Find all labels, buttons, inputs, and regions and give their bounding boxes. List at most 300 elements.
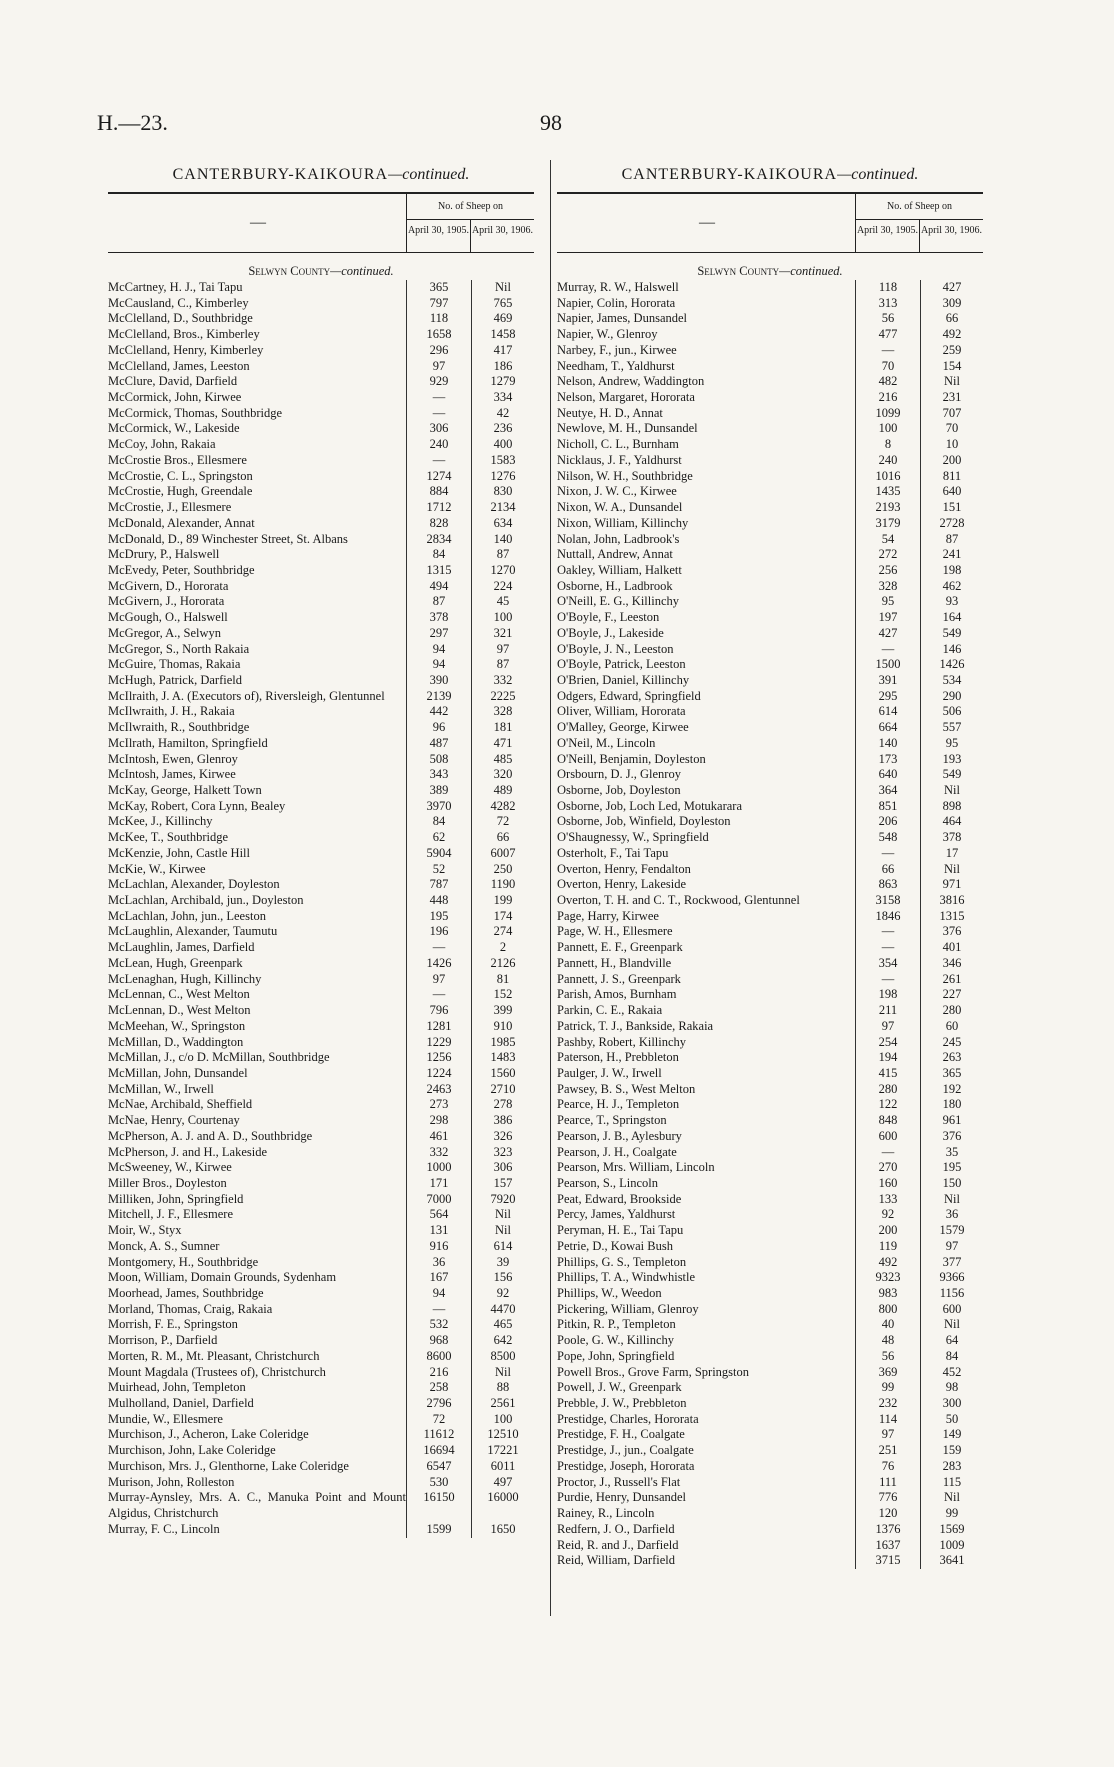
owner-name: Neutye, H. D., Annat xyxy=(557,405,663,420)
sheep-1905: 1274 xyxy=(406,469,471,485)
sheep-1905: 114 xyxy=(855,1412,920,1428)
table-row xyxy=(557,1035,983,1051)
owner-name: McGregor, S., North Rakaia xyxy=(108,641,250,656)
table-row xyxy=(108,1192,534,1208)
owner-name: Nixon, J. W. C., Kirwee xyxy=(557,484,677,499)
owner-name: Needham, T., Yaldhurst xyxy=(557,358,675,373)
table-row xyxy=(557,1097,983,1113)
owner-name: Orsbourn, D. J., Glenroy xyxy=(557,767,681,782)
sheep-1906: 427 xyxy=(920,280,983,296)
owner-name: Rainey, R., Lincoln xyxy=(557,1506,655,1521)
sheep-1906: 640 xyxy=(920,484,983,500)
owner-name: Murchison, Mrs. J., Glenthorne, Lake Coleridge xyxy=(108,1458,349,1473)
sheep-1906: 159 xyxy=(920,1443,983,1459)
sheep-1905: 487 xyxy=(406,736,471,752)
table-row xyxy=(557,1522,983,1538)
owner-name: Pearson, Mrs. William, Lincoln xyxy=(557,1160,715,1175)
sheep-1905: 390 xyxy=(406,673,471,689)
sheep-1906: 154 xyxy=(920,359,983,375)
table-row xyxy=(557,1349,983,1365)
table-row xyxy=(108,280,534,296)
owner-name: Page, W. H., Ellesmere xyxy=(557,924,673,939)
sheep-1906: 193 xyxy=(920,752,983,768)
owner-name: Pannett, H., Blandville xyxy=(557,955,672,970)
table-row xyxy=(557,516,983,532)
owner-name: McHugh, Patrick, Darfield xyxy=(108,672,242,687)
sheep-1905: 48 xyxy=(855,1333,920,1349)
owner-name: Parish, Amos, Burnham xyxy=(557,987,677,1002)
sheep-1906: 150 xyxy=(920,1176,983,1192)
owner-name: McClure, David, Darfield xyxy=(108,374,238,389)
owner-name: Murison, John, Rolleston xyxy=(108,1474,235,1489)
owner-name: Overton, Henry, Fendalton xyxy=(557,861,691,876)
table-row xyxy=(557,1082,983,1098)
table-row xyxy=(557,736,983,752)
sheep-1905: 1000 xyxy=(406,1160,471,1176)
sheep-1906: 39 xyxy=(471,1255,534,1271)
table-row xyxy=(108,484,534,500)
sheep-1905: 97 xyxy=(855,1427,920,1443)
sheep-1906: 146 xyxy=(920,642,983,658)
table-row xyxy=(108,500,534,516)
right-header-1906: April 30, 1906. xyxy=(919,220,983,252)
owner-name: McDrury, P., Halswell xyxy=(108,547,220,562)
table-row xyxy=(108,956,534,972)
left-header-1906: April 30, 1906. xyxy=(470,220,534,252)
sheep-1906: 549 xyxy=(920,626,983,642)
table-row xyxy=(108,594,534,610)
sheep-1906: 642 xyxy=(471,1333,534,1349)
table-row xyxy=(557,1553,983,1569)
owner-name: O'Neill, Benjamin, Doyleston xyxy=(557,751,706,766)
owner-name: McLaughlin, James, Darfield xyxy=(108,940,255,955)
sheep-1905: — xyxy=(406,453,471,469)
owner-name: McKay, George, Halkett Town xyxy=(108,783,262,797)
sheep-1905: 492 xyxy=(855,1255,920,1271)
sheep-1905: 851 xyxy=(855,799,920,815)
sheep-1906: 64 xyxy=(920,1333,983,1349)
sheep-1905: — xyxy=(406,987,471,1003)
owner-name: Pannett, E. F., Greenpark xyxy=(557,940,683,955)
sheep-1905: 2796 xyxy=(406,1396,471,1412)
table-row xyxy=(108,1317,534,1333)
owner-name: Purdie, Henry, Dunsandel xyxy=(557,1490,687,1505)
owner-name: McMeehan, W., Springston xyxy=(108,1018,246,1033)
sheep-1905: 776 xyxy=(855,1490,920,1506)
sheep-1905: 216 xyxy=(855,390,920,406)
owner-name: Patrick, T. J., Bankside, Rakaia xyxy=(557,1018,714,1033)
sheep-1906: 3641 xyxy=(920,1553,983,1569)
owner-name: McCormick, John, Kirwee xyxy=(108,390,242,405)
sheep-1905: 280 xyxy=(855,1082,920,1098)
sheep-1906: 378 xyxy=(920,830,983,846)
owner-name: O'Boyle, F., Leeston xyxy=(557,610,660,625)
table-row xyxy=(108,972,534,988)
table-row xyxy=(557,830,983,846)
table-row xyxy=(557,1050,983,1066)
owner-name: Pearson, J. H., Coalgate xyxy=(557,1144,677,1159)
sheep-1905: 97 xyxy=(855,1019,920,1035)
right-section-heading: Selwyn County—continued. xyxy=(697,264,843,278)
owner-name: Reid, R. and J., Darfield xyxy=(557,1537,679,1552)
owner-name: Osborne, Job, Loch Led, Motukarara xyxy=(557,798,743,813)
sheep-1906: 1650 xyxy=(471,1522,534,1538)
sheep-1906: 485 xyxy=(471,752,534,768)
sheep-1905: 1846 xyxy=(855,909,920,925)
sheep-1906: 93 xyxy=(920,594,983,610)
owner-name: McLachlan, Archibald, jun., Doyleston xyxy=(108,893,304,908)
sheep-1905: 16694 xyxy=(406,1443,471,1459)
sheep-1906: 261 xyxy=(920,972,983,988)
left-column xyxy=(108,162,534,1538)
sheep-1906: 300 xyxy=(920,1396,983,1412)
sheep-1906: 2728 xyxy=(920,516,983,532)
table-row xyxy=(557,752,983,768)
table-row xyxy=(557,1066,983,1082)
sheep-1906: 346 xyxy=(920,956,983,972)
sheep-1906: 4470 xyxy=(471,1302,534,1318)
sheep-1906: 506 xyxy=(920,704,983,720)
sheep-1906: 224 xyxy=(471,579,534,595)
sheep-1905: 354 xyxy=(855,956,920,972)
table-row xyxy=(108,516,534,532)
table-row xyxy=(108,1490,534,1521)
sheep-1906: 557 xyxy=(920,720,983,736)
sheep-1905: — xyxy=(855,940,920,956)
table-row xyxy=(557,547,983,563)
table-row xyxy=(108,343,534,359)
sheep-1906: 200 xyxy=(920,453,983,469)
sheep-1905: 508 xyxy=(406,752,471,768)
left-column-title: CANTERBURY-KAIKOURA—continued. xyxy=(172,166,470,183)
sheep-1906: 157 xyxy=(471,1176,534,1192)
sheep-1906: 97 xyxy=(471,642,534,658)
table-row xyxy=(108,1223,534,1239)
sheep-1905: 120 xyxy=(855,1506,920,1522)
owner-name: Osborne, Job, Doyleston xyxy=(557,783,681,797)
sheep-1906: Nil xyxy=(471,1365,534,1381)
sheep-1906: 534 xyxy=(920,673,983,689)
table-row xyxy=(557,1223,983,1239)
sheep-1906: 765 xyxy=(471,296,534,312)
table-row xyxy=(557,799,983,815)
sheep-1905: 494 xyxy=(406,579,471,595)
table-row xyxy=(557,689,983,705)
owner-name: O'Brien, Daniel, Killinchy xyxy=(557,672,690,687)
sheep-1906: 66 xyxy=(471,830,534,846)
sheep-1905: 983 xyxy=(855,1286,920,1302)
sheep-1905: 84 xyxy=(406,547,471,563)
sheep-1906: 9366 xyxy=(920,1270,983,1286)
table-row xyxy=(108,1412,534,1428)
table-row xyxy=(557,1286,983,1302)
sheep-1905: 254 xyxy=(855,1035,920,1051)
sheep-1905: 258 xyxy=(406,1380,471,1396)
owner-name: Percy, James, Yaldhurst xyxy=(557,1207,676,1222)
sheep-1905: 1599 xyxy=(406,1522,471,1538)
table-row xyxy=(108,1003,534,1019)
sheep-1905: 52 xyxy=(406,862,471,878)
sheep-1905: 206 xyxy=(855,814,920,830)
sheep-1905: 3970 xyxy=(406,799,471,815)
owner-name: Prestidge, J., jun., Coalgate xyxy=(557,1443,694,1458)
table-row xyxy=(108,1160,534,1176)
sheep-1905: 415 xyxy=(855,1066,920,1082)
sheep-1906: 332 xyxy=(471,673,534,689)
owner-name: McMillan, J., c/o D. McMillan, Southbridge xyxy=(108,1050,330,1065)
sheep-1905: — xyxy=(855,972,920,988)
table-row xyxy=(557,532,983,548)
sheep-1905: 787 xyxy=(406,877,471,893)
owner-name: McKay, Robert, Cora Lynn, Bealey xyxy=(108,798,286,813)
table-row xyxy=(557,1396,983,1412)
sheep-1905: 8 xyxy=(855,437,920,453)
sheep-1906: 16000 xyxy=(471,1490,534,1521)
table-row xyxy=(108,657,534,673)
sheep-1906: 1458 xyxy=(471,327,534,343)
owner-name: Mitchell, J. F., Ellesmere xyxy=(108,1207,234,1222)
table-row xyxy=(557,484,983,500)
table-row xyxy=(557,814,983,830)
sheep-1905: 196 xyxy=(406,924,471,940)
sheep-1905: 482 xyxy=(855,374,920,390)
sheep-1906: 36 xyxy=(920,1207,983,1223)
document-reference: H.—23. xyxy=(97,110,168,135)
sheep-1906: 469 xyxy=(471,311,534,327)
table-row xyxy=(557,1160,983,1176)
table-row xyxy=(108,1459,534,1475)
sheep-1906: 2710 xyxy=(471,1082,534,1098)
sheep-1906: 462 xyxy=(920,579,983,595)
sheep-1905: 76 xyxy=(855,1459,920,1475)
owner-name: Phillips, G. S., Templeton xyxy=(557,1254,687,1269)
table-row xyxy=(557,374,983,390)
sheep-1906: 465 xyxy=(471,1317,534,1333)
table-row xyxy=(108,1349,534,1365)
owner-name: Poole, G. W., Killinchy xyxy=(557,1333,675,1348)
table-row xyxy=(108,767,534,783)
table-row xyxy=(557,1365,983,1381)
owner-name: McMillan, D., Waddington xyxy=(108,1034,244,1049)
sheep-1905: 2139 xyxy=(406,689,471,705)
sheep-1906: 830 xyxy=(471,484,534,500)
owner-name: Mount Magdala (Trustees of), Christchurch xyxy=(108,1364,326,1379)
owner-name: McClelland, James, Leeston xyxy=(108,358,250,373)
sheep-1906: 152 xyxy=(471,987,534,1003)
sheep-1905: 94 xyxy=(406,657,471,673)
sheep-1906: 87 xyxy=(471,547,534,563)
owner-name: Pickering, William, Glenroy xyxy=(557,1301,699,1316)
table-row xyxy=(557,421,983,437)
table-row xyxy=(108,689,534,705)
sheep-1906: 199 xyxy=(471,893,534,909)
sheep-1905: 70 xyxy=(855,359,920,375)
owner-name: O'Boyle, Patrick, Leeston xyxy=(557,657,686,672)
sheep-1905: 1376 xyxy=(855,1522,920,1538)
table-row xyxy=(557,893,983,909)
sheep-1905: 198 xyxy=(855,987,920,1003)
sheep-1906: 1190 xyxy=(471,877,534,893)
table-row xyxy=(108,1035,534,1051)
table-row xyxy=(108,1475,534,1491)
table-row xyxy=(108,1522,534,1538)
owner-name: Powell Bros., Grove Farm, Springston xyxy=(557,1364,750,1379)
sheep-1906: 365 xyxy=(920,1066,983,1082)
table-row xyxy=(108,1239,534,1255)
table-row xyxy=(557,1506,983,1522)
table-row xyxy=(557,563,983,579)
owner-name: Narbey, F., jun., Kirwee xyxy=(557,342,677,357)
owner-name: Peryman, H. E., Tai Tapu xyxy=(557,1223,684,1238)
owner-name: Osborne, Job, Winfield, Doyleston xyxy=(557,814,731,829)
sheep-1906: 401 xyxy=(920,940,983,956)
sheep-1906: 87 xyxy=(471,657,534,673)
sheep-1906: 72 xyxy=(471,814,534,830)
table-row xyxy=(108,987,534,1003)
table-row xyxy=(557,1412,983,1428)
owner-name: McCrostie, C. L., Springston xyxy=(108,468,253,483)
owner-name: McClelland, Bros., Kimberley xyxy=(108,327,260,342)
owner-name: McEvedy, Peter, Southbridge xyxy=(108,562,255,577)
table-row xyxy=(557,469,983,485)
table-row xyxy=(557,642,983,658)
owner-name: Miller Bros., Doyleston xyxy=(108,1175,227,1190)
table-row xyxy=(557,1255,983,1271)
owner-name: McMillan, W., Irwell xyxy=(108,1081,214,1096)
sheep-1905: 929 xyxy=(406,374,471,390)
sheep-1905: 216 xyxy=(406,1365,471,1381)
sheep-1905: 211 xyxy=(855,1003,920,1019)
sheep-1906: 2561 xyxy=(471,1396,534,1412)
right-column xyxy=(557,162,983,1569)
table-row xyxy=(108,1113,534,1129)
sheep-1905: 1099 xyxy=(855,406,920,422)
table-row xyxy=(108,1019,534,1035)
sheep-1905: 3715 xyxy=(855,1553,920,1569)
sheep-1906: 323 xyxy=(471,1145,534,1161)
table-row xyxy=(557,1333,983,1349)
sheep-1906: 6011 xyxy=(471,1459,534,1475)
owner-name: McIntosh, Ewen, Glenroy xyxy=(108,751,238,766)
table-row xyxy=(557,579,983,595)
sheep-1906: 186 xyxy=(471,359,534,375)
sheep-1905: 36 xyxy=(406,1255,471,1271)
owner-name: McGuire, Thomas, Rakaia xyxy=(108,657,241,672)
sheep-1906: 280 xyxy=(920,1003,983,1019)
sheep-1906: 250 xyxy=(471,862,534,878)
owner-name: McCrostie, J., Ellesmere xyxy=(108,500,232,515)
sheep-1905: 1435 xyxy=(855,484,920,500)
sheep-1906: 707 xyxy=(920,406,983,422)
sheep-1906: 910 xyxy=(471,1019,534,1035)
table-row xyxy=(557,1113,983,1129)
sheep-1906: 99 xyxy=(920,1506,983,1522)
sheep-1906: 306 xyxy=(471,1160,534,1176)
sheep-1905: 11612 xyxy=(406,1427,471,1443)
owner-name: McKee, J., Killinchy xyxy=(108,814,213,829)
sheep-1905: 84 xyxy=(406,814,471,830)
owner-name: McGivern, D., Hororata xyxy=(108,578,229,593)
table-row xyxy=(557,359,983,375)
sheep-1905: 391 xyxy=(855,673,920,689)
sheep-1906: 81 xyxy=(471,972,534,988)
sheep-1906: 1270 xyxy=(471,563,534,579)
owner-name: Napier, W., Glenroy xyxy=(557,327,658,342)
sheep-1905: 442 xyxy=(406,704,471,720)
owner-name: Morrison, P., Darfield xyxy=(108,1333,218,1348)
sheep-1905: 122 xyxy=(855,1097,920,1113)
sheep-1906: 549 xyxy=(920,767,983,783)
table-row xyxy=(557,972,983,988)
owner-name: Oakley, William, Halkett xyxy=(557,562,682,577)
sheep-1905: 62 xyxy=(406,830,471,846)
sheep-1906: 634 xyxy=(471,516,534,532)
sheep-1905: 232 xyxy=(855,1396,920,1412)
table-row xyxy=(557,1317,983,1333)
table-row xyxy=(557,327,983,343)
sheep-1905: 530 xyxy=(406,1475,471,1491)
left-section-heading: Selwyn County—continued. xyxy=(248,264,394,278)
sheep-1905: 40 xyxy=(855,1317,920,1333)
sheep-1906: 452 xyxy=(920,1365,983,1381)
sheep-1905: 3179 xyxy=(855,516,920,532)
owner-name: Murray, F. C., Lincoln xyxy=(108,1521,220,1536)
sheep-1905: 796 xyxy=(406,1003,471,1019)
owner-name: Powell, J. W., Greenpark xyxy=(557,1380,682,1395)
table-row xyxy=(108,893,534,909)
sheep-1906: 320 xyxy=(471,767,534,783)
table-row xyxy=(108,390,534,406)
owner-name: O'Shaugnessy, W., Springfield xyxy=(557,830,709,845)
table-row xyxy=(557,1145,983,1161)
sheep-1905: 8600 xyxy=(406,1349,471,1365)
sheep-1905: 532 xyxy=(406,1317,471,1333)
sheep-1905: 273 xyxy=(406,1097,471,1113)
owner-name: McNae, Archibald, Sheffield xyxy=(108,1097,253,1112)
sheep-1906: 417 xyxy=(471,343,534,359)
table-row xyxy=(557,940,983,956)
sheep-1905: 369 xyxy=(855,1365,920,1381)
table-row xyxy=(108,1097,534,1113)
owner-name: Oliver, William, Hororata xyxy=(557,704,686,719)
table-row xyxy=(557,296,983,312)
table-row xyxy=(557,1380,983,1396)
table-row xyxy=(557,1019,983,1035)
sheep-1906: 92 xyxy=(471,1286,534,1302)
owner-name: Nixon, William, Killinchy xyxy=(557,515,689,530)
sheep-1906: 321 xyxy=(471,626,534,642)
sheep-1906: 2225 xyxy=(471,689,534,705)
page-number: 98 xyxy=(540,110,562,135)
sheep-1905: 9323 xyxy=(855,1270,920,1286)
sheep-1905: 240 xyxy=(406,437,471,453)
owner-name: Page, Harry, Kirwee xyxy=(557,908,659,923)
table-row xyxy=(108,1365,534,1381)
table-row xyxy=(557,1270,983,1286)
sheep-1906: Nil xyxy=(471,280,534,296)
sheep-1906: 241 xyxy=(920,547,983,563)
owner-name: McIlwraith, J. H., Rakaia xyxy=(108,704,235,719)
table-row xyxy=(108,1302,534,1318)
table-row xyxy=(108,1255,534,1271)
sheep-1906: 3816 xyxy=(920,893,983,909)
owner-name: Pearson, S., Lincoln xyxy=(557,1175,659,1190)
table-row xyxy=(108,1176,534,1192)
table-row xyxy=(557,862,983,878)
sheep-1906: 399 xyxy=(471,1003,534,1019)
sheep-1905: 297 xyxy=(406,626,471,642)
owner-name: McClelland, Henry, Kimberley xyxy=(108,342,264,357)
